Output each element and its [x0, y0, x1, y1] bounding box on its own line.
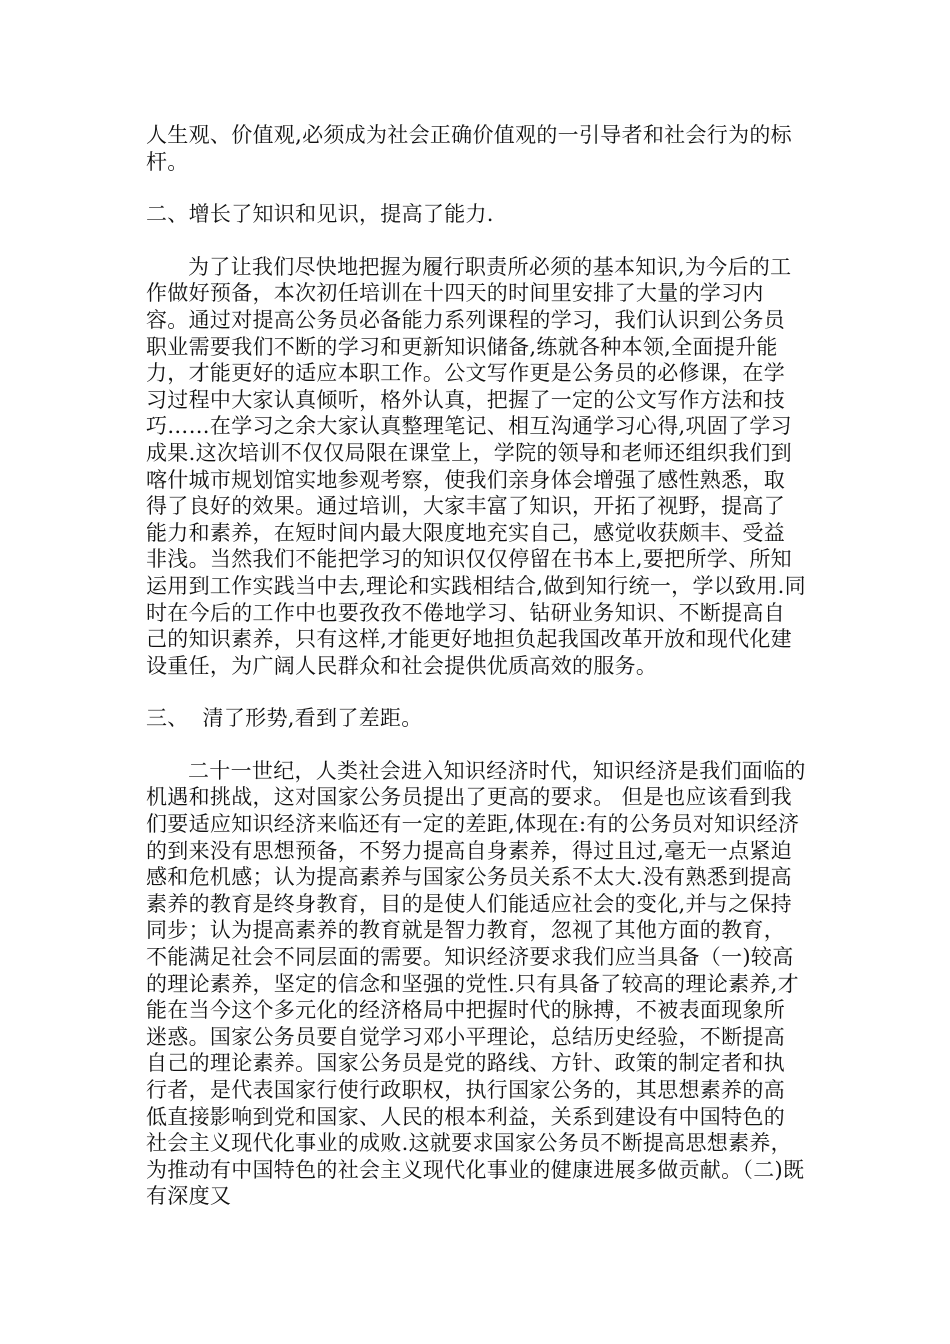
section-heading-3: 三、 清了形势,看到了差距。: [146, 706, 423, 731]
paragraph-spacer: [146, 228, 806, 254]
document-page: [146, 122, 806, 1210]
paragraph-section-2: 为了让我们尽快地把握为履行职责所必须的基本知识,为今后的工作做好预备，本次初任培训在十四天的时间里安排了大量的学习内容。通过对提高公务员必备能力系列课程的学习，我们认识到公务员职业需要我们不断的学习和更新知识储备,练就各种本领,全面提升能力，才能更好的适应本职工作。公文写作更是公务员的必修课，在学习过程中大家认真倾听，格外认真，把握了一定的公文写作方法和技巧……在学习之余大家认真整理笔记、相互沟通学习心得,巩固了学习成果.这次培训不仅仅局限在课堂上，学院的领导和老师还组织我们到喀什城市规划馆实地参观考察，使我们亲身体会增强了感性熟悉，取得了良好的效果。通过培训，大家丰富了知识，开拓了视野，提高了能力和素养，在短时间内最大限度地充实自己，感觉收获颇丰、受益非浅。当然我们不能把学习的知识仅仅停留在书本上,要把所学、所知运用到工作实践当中去,理论和实践相结合,做到知行统一，学以致用.同时在今后的工作中也要孜孜不倦地学习、钻研业务知识、不断提高自己的知识素养，只有这样,才能更好地担负起我国改革开放和现代化建设重任，为广阔人民群众和社会提供优质高效的服务。: [146, 254, 806, 678]
section-heading-2: 二、增长了知识和见识，提高了能力.: [146, 202, 494, 227]
paragraph-intro: 人生观、价值观,必须成为社会正确价值观的一引导者和社会行为的标杆。: [146, 123, 792, 174]
paragraph-spacer: [146, 175, 806, 201]
paragraph-spacer: [146, 679, 806, 705]
paragraph-spacer: [146, 732, 806, 758]
paragraph-section-3: 二十一世纪，人类社会进入知识经济时代，知识经济是我们面临的机遇和挑战，这对国家公务员提出了更高的要求。 但是也应该看到我们要适应知识经济来临还有一定的差距,体现在:有的公务员对知识经济的到来没有思想预备，不努力提高自身素养，得过且过,毫无一点紧迫感和危机感；认为提高素养与国家公务员关系不太大.没有熟悉到提高素养的教育是终身教育，目的是使人们能适应社会的变化,并与之保持同步；认为提高素养的教育就是智力教育，忽视了其他方面的教育，不能满足社会不同层面的需要。知识经济要求我们应当具备（一)较高的理论素养，坚定的信念和坚强的党性.只有具备了较高的理论素养,才能在当今这个多元化的经济格局中把握时代的脉搏，不被表面现象所迷惑。国家公务员要自觉学习邓小平理论，总结历史经验，不断提高自己的理论素养。国家公务员是党的路线、方针、政策的制定者和执行者，是代表国家行使行政职权，执行国家公务的，其思想素养的高低直接影响到党和国家、人民的根本利益，关系到建设有中国特色的社会主义现代化事业的成败.这就要求国家公务员不断提高思想素养，为推动有中国特色的社会主义现代化事业的健康进展多做贡献。（二)既有深度又: [146, 758, 806, 1209]
